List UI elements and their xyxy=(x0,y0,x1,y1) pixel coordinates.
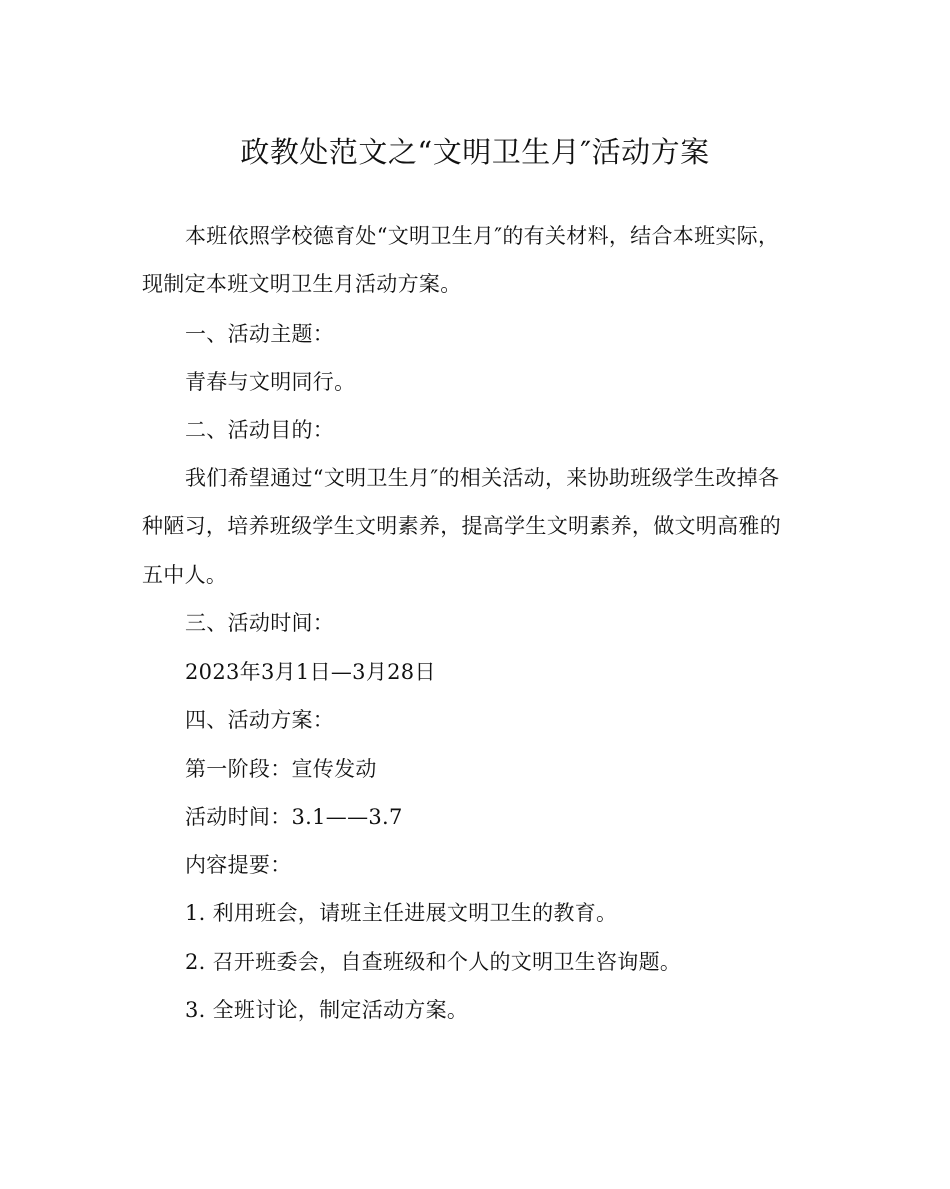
section-1-text: 青春与文明同行。 xyxy=(185,370,356,394)
list-item: 1. 利用班会，请班主任进展文明卫生的教育。 xyxy=(185,901,618,925)
list-item: 2. 召开班委会，自查班级和个人的文明卫生咨询题。 xyxy=(185,950,682,974)
section-2-heading: 二、活动目的： xyxy=(185,418,335,442)
section-2-line-3: 五中人。 xyxy=(142,563,228,587)
section-1-heading: 一、活动主题： xyxy=(185,322,335,346)
section-4-heading: 四、活动方案： xyxy=(185,708,335,732)
section-3-text: 2023年3月1日—3月28日 xyxy=(185,660,436,684)
intro-paragraph-line-2: 现制定本班文明卫生月活动方案。 xyxy=(142,272,462,296)
stage-1-heading: 第一阶段：宣传发动 xyxy=(185,757,377,781)
document-title: 政教处范文之“文明卫生月″活动方案 xyxy=(240,135,710,169)
section-3-heading: 三、活动时间： xyxy=(185,611,335,635)
list-item: 3. 全班讨论，制定活动方案。 xyxy=(185,998,469,1022)
stage-1-time: 活动时间：3.1——3.7 xyxy=(185,805,403,829)
section-2-line-1: 我们希望通过“文明卫生月″的相关活动，来协助班级学生改掉各 xyxy=(185,466,780,490)
section-2-line-2: 种陋习，培养班级学生文明素养，提高学生文明素养，做文明高雅的 xyxy=(142,514,781,538)
stage-1-content-heading: 内容提要： xyxy=(185,853,292,877)
intro-paragraph-line-1: 本班依照学校德育处“文明卫生月″的有关材料，结合本班实际， xyxy=(185,224,780,248)
